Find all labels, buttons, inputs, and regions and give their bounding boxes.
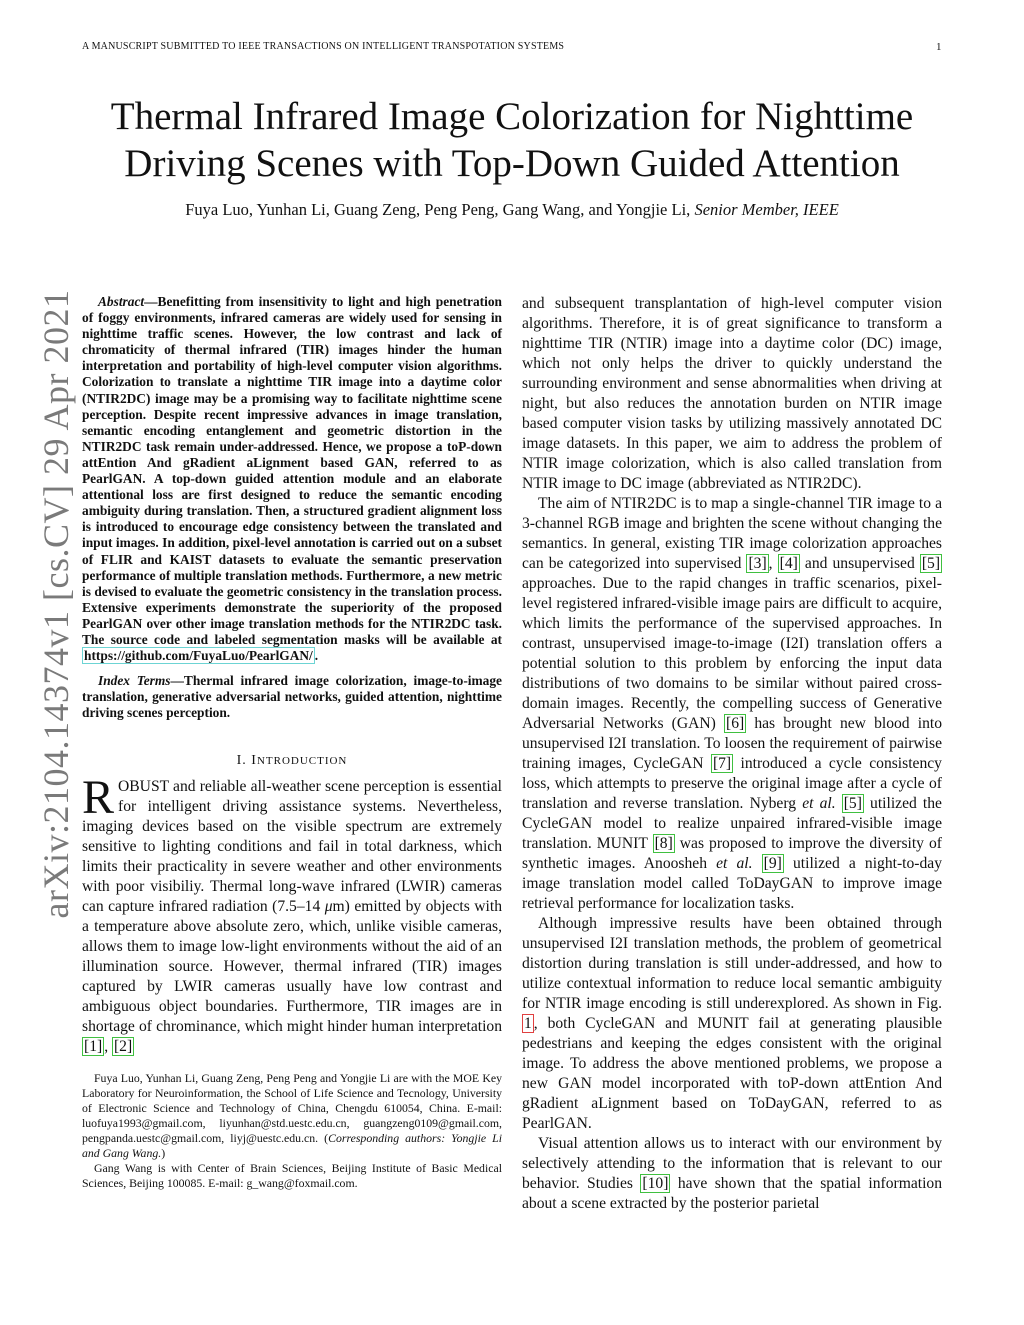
abstract-label: Abstract	[98, 294, 145, 309]
footnotes	[82, 1071, 502, 1191]
footnote-end: )	[161, 1146, 166, 1161]
paper-title-line-2: Driving Scenes with Top-Down Guided Attention	[124, 142, 900, 185]
index-terms	[82, 673, 502, 721]
body-paragraph-4	[522, 1134, 942, 1214]
citation-link[interactable]: [2]	[113, 1038, 133, 1056]
right-column	[522, 294, 942, 1214]
p2-text: ,	[768, 555, 778, 572]
section-title-rest: NTRODUCTION	[256, 755, 348, 768]
citation-link[interactable]: [10]	[642, 1175, 669, 1192]
p2-text: approaches. Due to the rapid changes in traffic scenarios, pixel-level registered infrared-visible image pairs are difficult to acquire, which limits the performance of the supervised approaches. In contrast, unsupervised image-to-image (I2I) translation offers a potential solution to this problem by enforcing the input data distributions of two domains to be similar without paired cross-domain images. Recently, the compelling success of Generative Adversarial Networks (GAN)	[522, 575, 942, 732]
abstract-end: .	[314, 648, 319, 664]
arxiv-stamp: arXiv:2104.14374v1 [cs.CV] 29 Apr 2021	[36, 289, 76, 919]
citation-separator: ,	[104, 1038, 112, 1056]
citation-link[interactable]: [1]	[84, 1038, 103, 1056]
author-names: Fuya Luo, Yunhan Li, Guang Zeng, Peng Peng, Gang Wang, and Yongjie Li,	[185, 200, 691, 219]
paper-title-line-1: Thermal Infrared Image Colorization for Nighttime	[110, 95, 914, 138]
p2-text: The aim of NTIR2DC is to map a single-channel TIR image to a 3-channel RGB image and brighten the scene without changing the semantics. In general, existing TIR image colorization approaches can be categorized into supervised	[522, 495, 942, 572]
left-column	[82, 294, 502, 1191]
section-heading-introduction	[82, 753, 502, 769]
index-terms-label: Index Terms	[98, 673, 171, 689]
p2-text: and unsupervised	[799, 555, 920, 572]
citation-link[interactable]: [4]	[779, 555, 798, 572]
intro-text-b: m) emitted by objects with a temperature above absolute zero, which, unlike visible cameras, allows them to image low-light environments without the aid of an illumination source. However, thermal infrared (TIR) images captured by LWIR cameras usually have low contrast and ambiguous object boundaries. Furthermore, TIR images are in shortage of chrominance, which might hinder human interpretation	[82, 898, 502, 1036]
p2-text: introduced a cycle consistency loss, which attempts to preserve the original image after a cycle of translation and reverse translation. Nyberg	[522, 755, 942, 812]
footnote-corresponding: Corresponding authors: Yongjie Li and Gang Wang.	[82, 1131, 503, 1161]
p2-text	[836, 795, 842, 812]
citation-link[interactable]: [5]	[921, 555, 941, 572]
intro-lead-word: OBUST	[118, 778, 169, 796]
p2-text: utilized a night-to-day image translation model called ToDayGAN to improve image retrieval performance for localization tasks.	[522, 855, 943, 912]
p2-text: has brought new blood into unsupervised I2I translation. To loosen the requirement of pairwise training images, CycleGAN	[522, 715, 943, 772]
p2-text: utilized the CycleGAN model to realize unpaired infrared-visible image translation. MUNIT	[522, 795, 942, 852]
paper-title	[60, 93, 964, 187]
body-paragraph-2	[522, 494, 942, 914]
et-al: et al.	[802, 795, 836, 812]
citation-link[interactable]: [9]	[763, 855, 782, 872]
body-paragraph-1: and subsequent transplantation of high-level computer vision algorithms. Therefore, it is of great significance to transform a nighttime TIR (NTIR) image into a daytime color (DC) image, which not only helps the driver to quickly understand the surrounding environment and sense abnormalities when driving at night, but also reduces the annotation burden on NTIR image based computer vision tasks by utilizing massively annotated DC image datasets. In this paper, we aim to address the problem of NTIR image colorization, which is also called translation from NTIR image to DC image (abbreviated as NTIR2DC).	[522, 295, 942, 492]
intro-text-a: and reliable all-weather scene perception is essential for intelligent driving assistance systems. Nevertheless, imaging devices based on the visible spectrum are extremely sensitive to lighting conditions and fail in total darkness, which limits their practicality in severe weather and other environments with poor visibiliy. Thermal long-wave infrared (LWIR) cameras can capture infrared radiation (7.5–14	[82, 778, 502, 916]
p4-text: have shown that the spatial information about a scene extracted by the posterior parietal	[522, 1175, 943, 1212]
running-header: A MANUSCRIPT SUBMITTED TO IEEE TRANSACTIONS ON INTELLIGENT TRANSPOTATION SYSTEMS	[82, 41, 565, 52]
p2-text: was proposed to improve the diversity of synthetic images. Anoosheh	[522, 835, 942, 872]
author-membership: Senior Member, IEEE	[694, 200, 839, 219]
citation-link[interactable]: [7]	[712, 755, 732, 772]
mu-symbol: μ	[324, 898, 333, 916]
p3-text: , both CycleGAN and MUNIT fail at generating plausible pedestrians and keeping the edges consistent with the original image. To address the above mentioned problems, we propose a new GAN model incorporated with toP-down attEntion And gRadient aLignment based on ToDayGAN, referred to as PearlGAN.	[522, 1015, 942, 1132]
p2-text	[753, 855, 762, 872]
citation-link[interactable]: [8]	[654, 835, 673, 852]
figure-ref-link[interactable]: 1	[524, 1015, 532, 1032]
code-url-link[interactable]: https://github.com/FuyaLuo/PearlGAN/	[84, 648, 313, 664]
p3-text: Although impressive results have been obtained through unsupervised I2I translation methods, the problem of geometrical distortion during translation is still under-addressed, and how to utilize contextual information to reduce local semantic ambiguity for NTIR image encoding is still underexplored. As shown in Fig.	[522, 915, 942, 1012]
drop-cap: R	[82, 771, 115, 825]
footnote-affiliation	[82, 1071, 502, 1161]
citation-link[interactable]: [6]	[726, 715, 745, 732]
footnote-gang-wang: Gang Wang is with Center of Brain Sciences, Beijing Institute of Basic Medical Sciences, Beijing 100085. E-mail: g_wang@foxmail.com.	[82, 1161, 502, 1191]
citation-link[interactable]: [5]	[843, 795, 862, 812]
intro-paragraph	[82, 771, 502, 1057]
index-terms-text: —Thermal infrared image colorization, image-to-image translation, generative adversarial networks, guided attention, nighttime driving scenes perception.	[82, 673, 502, 721]
page-number: 1	[936, 41, 942, 53]
abstract-text: —Benefitting from insensitivity to light and high penetration of foggy environments, infrared cameras are widely used for sensing in nighttime traffic scenes. However, the low contrast and lack of chromaticity of thermal infrared (TIR) images hinder the human interpretation and portability of high-level computer vision algorithms. Colorization to translate a nighttime TIR image into a daytime color (NTIR2DC) image may be a promising way to facilitate nighttime scene perception. Despite recent impressive advances in image translation, semantic encoding entanglement and geometric distortion in the NTIR2DC task remain under-addressed. Hence, we propose a toP-down attEntion And gRadient aLignment based GAN, referred to as PearlGAN. A top-down guided attention module and an elaborate attentional loss are first designed to reduce the semantic encoding ambiguity during translation. Then, a structured gradient alignment loss is introduced to encourage edge consistency between the translated and input images. In addition, pixel-level annotation is carried out on a subset of FLIR and KAIST datasets to evaluate the semantic preservation performance of multiple translation methods. Furthermore, a new metric is devised to evaluate the geometric consistency in the translation process. Extensive experiments demonstrate the superiority of the proposed PearlGAN over other image translation methods for the NTIR2DC task. The source code and labeled segmentation masks will be available at	[82, 294, 502, 647]
body-paragraph-3	[522, 914, 942, 1134]
p4-text: Visual attention allows us to interact with our environment by selectively attending to the information that is relevant to our behavior. Studies	[522, 1135, 942, 1192]
citation-link[interactable]: [3]	[748, 555, 767, 572]
section-numeral: I.	[236, 753, 247, 769]
footnote-affiliation-text: Fuya Luo, Yunhan Li, Guang Zeng, Peng Peng and Yongjie Li are with the MOE Key Laboratory for Neuroinformation, the School of Life Science and Tecnology, University of Electronic Science and Technology of China, Chengdu 610054, China. E-mail: luofuya1993@gmail.com, liyunhan@std.uestc.edu.cn, guangzeng0109@gmail.com, pengpanda.uestc@gmail.com, liyj@uestc.edu.cn. (	[82, 1071, 502, 1146]
author-list	[60, 200, 964, 220]
et-al: et al.	[716, 855, 753, 872]
section-title-initial: I	[251, 753, 257, 769]
abstract	[82, 294, 502, 664]
